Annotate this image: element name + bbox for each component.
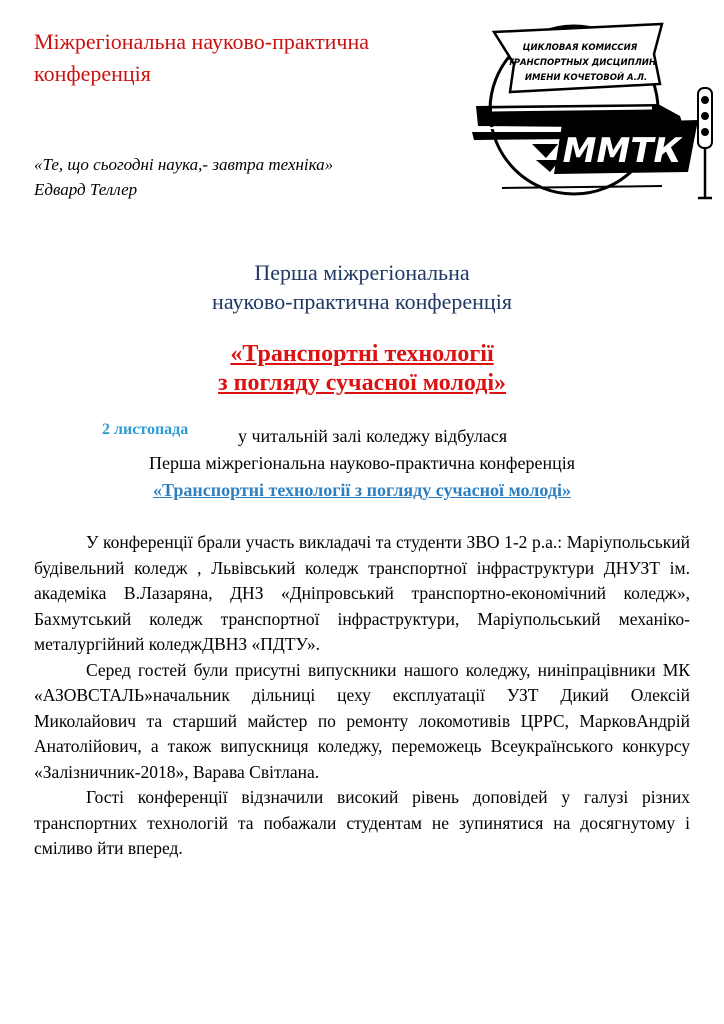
quote-block [34,152,454,202]
paragraph-guests: Серед гостей були присутні випускники нашого коледжу, ниніпрацівники МК «АЗОВСТАЛЬ»начальник дільниці цеху експлуатації УЗТ Дикий Олексій Миколайович та старший майстер по ремонту локомотивів ЦРРС, МарковАндрій Анатолійович, а також випускниця коледжу, переможець Всеукраїнського конкурсу «Залізничник-2018», Варава Світлана. [34,659,690,782]
event-line2: Перша міжрегіональна науково-практична конференція [149,453,575,473]
conference-theme-line2: з погляду сучасної молоді» [217,370,507,396]
quote-text: «Те, що сьогодні наука,- завтра техніка» [34,155,334,174]
conference-header-line1: Міжрегіональна науково-практична [34,29,370,54]
event-date: 2 листопада [102,421,189,438]
logo-text-3: ИМЕНИ КОЧЕТОВОЙ А.Л. [524,73,648,83]
quote-author: Едвард Теллер [34,180,138,199]
paragraph-conclusion: Гості конференції відзначили високий рівень доповідей у галузі різних транспортних технологій та побажали студентам не зупинятися на досягнутому і сміливо йти вперед. [34,787,690,858]
conference-theme [0,340,724,398]
conference-title-line2: науково-практична конференція [212,289,512,314]
article-body [34,530,690,862]
conference-title-line1: Перша міжрегіональна [254,260,470,285]
conference-header [34,26,464,90]
conference-title [0,258,724,316]
conference-header-line2: конференція [34,61,151,86]
college-logo [462,20,722,200]
logo-text-2: ТРАНСПОРТНЫХ ДИСЦИПЛИН [507,58,657,68]
paragraph-participants: У конференції брали участь викладачі та студенти ЗВО 1-2 р.а.: Маріупольський будівельний коледж , Львівський коледж транспортної інфраструктури ДНУЗТ ім. академіка В.Лазаряна, ДНЗ «Дніпровський транспортно-економічний коледж», Бахмутський коледж транспортної інфраструктури, Маріупольський механіко-металургійний коледжДВНЗ «ПДТУ». [34,532,690,654]
logo-text-1: ЦИКЛОВАЯ КОМИССИЯ [522,43,638,53]
conference-theme-line1: «Транспортні технології [230,341,494,367]
logo-abbr: ММТК [562,131,682,171]
event-line3: «Транспортні технології з погляду сучасної молоді» [153,480,571,500]
event-line1: у читальній залі коледжу відбулася [238,426,508,446]
